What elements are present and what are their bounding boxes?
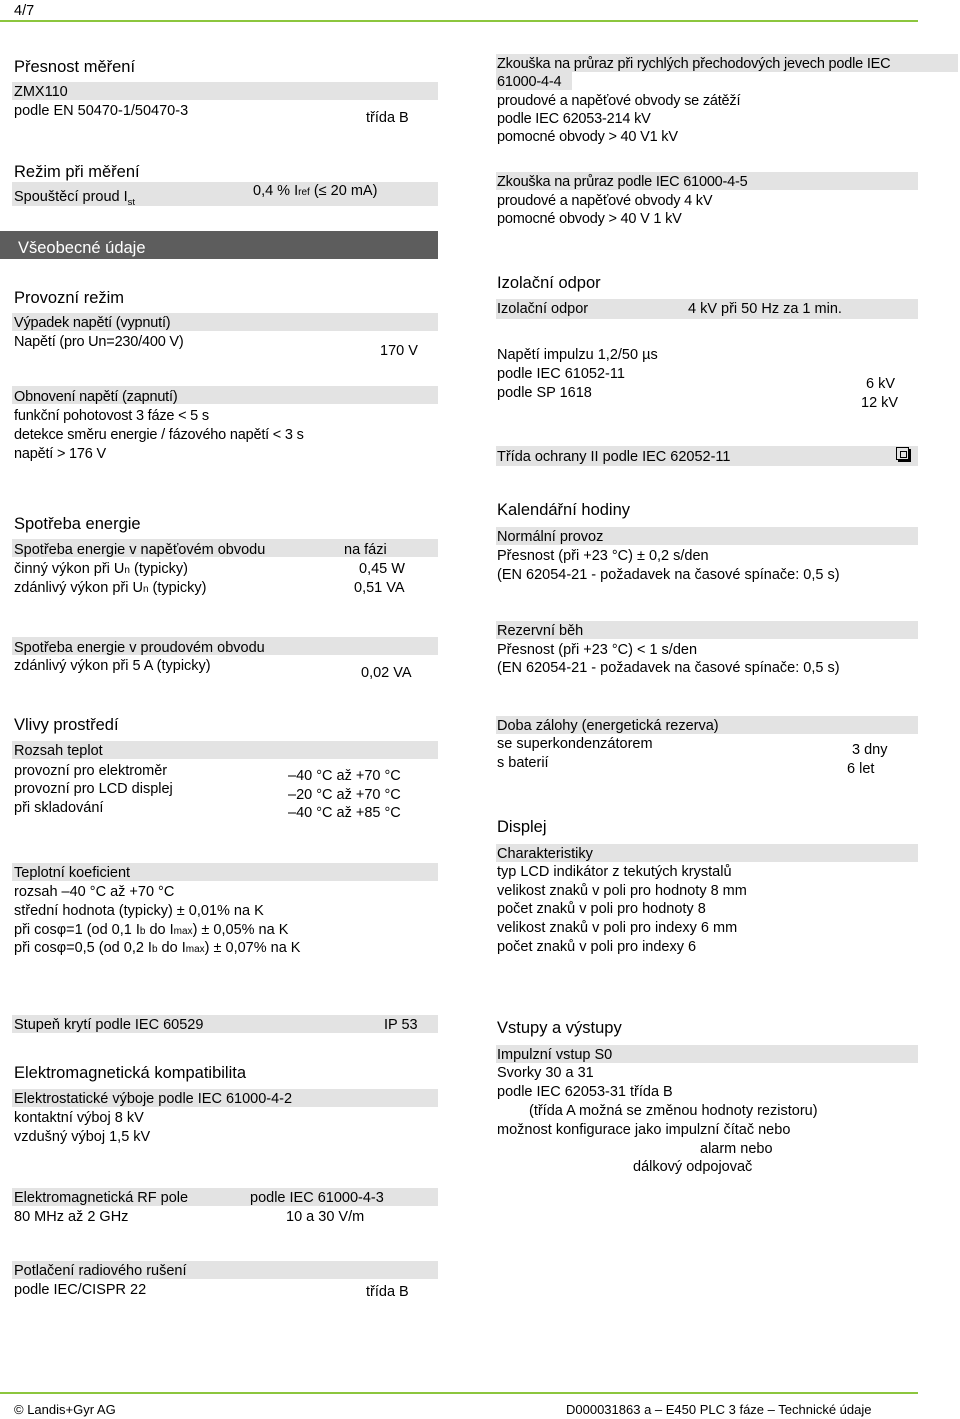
io-line: Svorky 30 a 31 — [497, 1065, 594, 1081]
pulse-input-title: Impulzní vstup S0 — [497, 1047, 613, 1063]
radio-title: Potlačení radiového rušení — [14, 1263, 187, 1279]
accuracy-standard: podle EN 50470-1/50470-3 — [14, 103, 189, 119]
voltage-circuit-label: Spotřeba energie v napěťovém obvodu — [14, 542, 266, 558]
apparent-power-label: zdánlivý výkon při Un (typicky) — [14, 580, 207, 596]
display-chars-title: Charakteristiky — [497, 846, 593, 862]
temp-row-label: při skladování — [14, 800, 104, 816]
normal-mode-title: Normální provoz — [497, 529, 604, 545]
config-line: možnost konfigurace jako impulzní čítač nebo — [497, 1122, 791, 1138]
fast-transients-line: podle IEC 62053-214 kV — [497, 111, 651, 127]
fast-transients-title-2: 61000-4-4 — [497, 74, 562, 90]
rf-range: 80 MHz až 2 GHz — [14, 1209, 129, 1225]
failure-voltage-label: Napětí (pro Un=230/400 V) — [14, 334, 184, 350]
active-power-label: činný výkon při Un (typicky) — [14, 561, 188, 577]
temp-row-label: provozní pro LCD displej — [14, 781, 173, 797]
restore-line: napětí > 176 V — [14, 446, 106, 462]
display-line: počet znaků v poli pro indexy 6 — [497, 939, 697, 955]
temp-coeff-cos1: při cosφ=1 (od 0,1 Ib do Imax) ± 0,05% na K — [14, 922, 289, 938]
rf-label: Elektromagnetická RF pole — [14, 1190, 189, 1206]
current-circuit-label: Spotřeba energie v proudovém obvodu — [14, 640, 265, 656]
fast-transients-title: Zkouška na průraz při rychlých přechodových jevech podle IEC — [497, 56, 891, 72]
temp-coeff-range: rozsah –40 °C až +70 °C — [14, 884, 175, 900]
insulation-title: Izolační odpor — [497, 274, 601, 292]
esd-line: vzdušný výboj 1,5 kV — [14, 1129, 151, 1145]
impulse-line: podle SP 1618 — [497, 385, 592, 401]
temp-range-title: Rozsah teplot — [14, 743, 103, 759]
reserve-title: Rezervní běh — [497, 623, 584, 639]
fast-transients-line: pomocné obvody > 40 V1 kV — [497, 129, 678, 145]
temp-coeff-mean: střední hodnota (typicky) ± 0,01% na K — [14, 903, 264, 919]
display-title: Displej — [497, 818, 547, 836]
radio-class: třída B — [366, 1284, 409, 1300]
per-phase-label: na fázi — [344, 542, 387, 558]
display-line: velikost znaků v poli pro indexy 6 mm — [497, 920, 738, 936]
surge-line: pomocné obvody > 40 V 1 kV — [497, 211, 682, 227]
protection-value: IP 53 — [384, 1017, 418, 1033]
starting-current-label: Spouštěcí proud $I_{st}$ — [14, 189, 136, 208]
starting-current-value: 0,4 % Iref (≤ 20 mA) — [253, 183, 378, 199]
remote-line: dálkový odpojovač — [633, 1159, 753, 1175]
temp-row-value: –20 °C až +70 °C — [288, 787, 401, 803]
impulse-line: podle IEC 61052-11 — [497, 366, 625, 382]
display-line: počet znaků v poli pro hodnoty 8 — [497, 901, 706, 917]
environment-title: Vlivy prostředí — [14, 716, 119, 734]
temp-coeff-cos05: při cosφ=0,5 (od 0,2 Ib do Imax) ± 0,07% na K — [14, 940, 301, 956]
class-a-note: (třída A možná se změnou hodnoty rezistoru) — [529, 1103, 818, 1119]
header-rule — [0, 20, 918, 22]
normal-mode-line: Přesnost (při +23 °C) ± 0,2 s/den — [497, 548, 709, 564]
backup-title: Doba zálohy (energetická rezerva) — [497, 718, 719, 734]
footer-rule — [0, 1392, 918, 1394]
footer-doc-ref: D000031863 a – E450 PLC 3 fáze – Technické údaje — [566, 1402, 872, 1417]
esd-title: Elektrostatické výboje podle IEC 61000-4-2 — [14, 1091, 293, 1107]
rf-standard: podle IEC 61000-4-3 — [250, 1190, 384, 1206]
current-apparent-label: zdánlivý výkon při 5 A (typicky) — [14, 658, 211, 674]
accuracy-model: ZMX110 — [14, 84, 68, 100]
temp-row-value: –40 °C až +85 °C — [288, 805, 401, 821]
display-line: velikost znaků v poli pro hodnoty 8 mm — [497, 883, 747, 899]
band — [12, 82, 438, 100]
reserve-line: Přesnost (při +23 °C) < 1 s/den — [497, 642, 698, 658]
insulation-value: 4 kV při 50 Hz za 1 min. — [688, 301, 842, 317]
backup-row-value: 3 dny — [852, 742, 888, 758]
voltage-failure-title: Výpadek napětí (vypnutí) — [14, 315, 171, 331]
temp-coeff-title: Teplotní koeficient — [14, 865, 131, 881]
operating-mode-title: Provozní režim — [14, 289, 125, 307]
measuring-mode-title: Režim při měření — [14, 163, 140, 181]
active-power-value: 0,45 W — [359, 561, 405, 577]
accuracy-class: třída B — [366, 110, 409, 126]
general-title: Všeobecné údaje — [18, 239, 146, 257]
io-title: Vstupy a výstupy — [497, 1019, 622, 1037]
temp-row-label: provozní pro elektroměr — [14, 763, 168, 779]
emc-title: Elektromagnetická kompatibilita — [14, 1064, 247, 1082]
surge-line: proudové a napěťové obvody 4 kV — [497, 193, 713, 209]
current-apparent-value: 0,02 VA — [361, 665, 412, 681]
double-insulation-icon — [896, 447, 909, 460]
page-number: 4/7 — [14, 3, 35, 19]
impulse-value: 12 kV — [861, 395, 899, 411]
rf-value: 10 a 30 V/m — [286, 1209, 365, 1225]
restore-line: detekce směru energie / fázového napětí < 3 s — [14, 427, 304, 443]
backup-row-label: se superkondenzátorem — [497, 736, 653, 752]
restore-line: funkční pohotovost 3 fáze < 5 s — [14, 408, 209, 424]
protection-class-label: Třída ochrany II podle IEC 62052-11 — [497, 449, 731, 465]
normal-mode-line: (EN 62054-21 - požadavek na časové spínače: 0,5 s) — [497, 567, 840, 583]
io-line: podle IEC 62053-31 třída B — [497, 1084, 673, 1100]
impulse-value: 6 kV — [866, 376, 896, 392]
radio-standard: podle IEC/CISPR 22 — [14, 1282, 147, 1298]
temp-row-value: –40 °C až +70 °C — [288, 768, 401, 784]
insulation-label: Izolační odpor — [497, 301, 589, 317]
fast-transients-line: proudové a napěťové obvody se zátěží — [497, 93, 741, 109]
protection-label: Stupeň krytí podle IEC 60529 — [14, 1017, 204, 1033]
backup-row-label: s baterií — [497, 755, 549, 771]
apparent-power-value: 0,51 VA — [354, 580, 405, 596]
clock-title: Kalendářní hodiny — [497, 501, 631, 519]
display-line: typ LCD indikátor z tekutých krystalů — [497, 864, 732, 880]
esd-line: kontaktní výboj 8 kV — [14, 1110, 144, 1126]
accuracy-title: Přesnost měření — [14, 58, 136, 76]
backup-row-value: 6 let — [847, 761, 875, 777]
failure-voltage-value: 170 V — [380, 343, 418, 359]
alarm-line: alarm nebo — [700, 1141, 773, 1157]
reserve-line: (EN 62054-21 - požadavek na časové spínače: 0,5 s) — [497, 660, 840, 676]
impulse-title: Napětí impulzu 1,2/50 µs — [497, 347, 658, 363]
voltage-restore-title: Obnovení napětí (zapnutí) — [14, 389, 178, 405]
footer-copyright: © Landis+Gyr AG — [14, 1402, 116, 1417]
power-consumption-title: Spotřeba energie — [14, 515, 141, 533]
surge-title: Zkouška na průraz podle IEC 61000-4-5 — [497, 174, 748, 190]
